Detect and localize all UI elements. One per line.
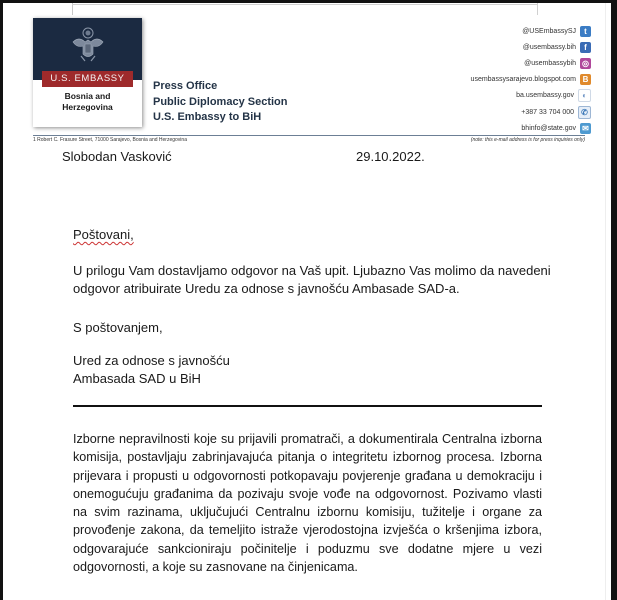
greeting-text: Poštovani, bbox=[73, 227, 134, 242]
greeting bbox=[73, 227, 134, 242]
contact-email bbox=[471, 120, 591, 136]
globe-icon: ◐ bbox=[578, 89, 591, 102]
logo-subtitle bbox=[33, 91, 142, 113]
contact-text: usembassysarajevo.blogspot.com bbox=[470, 76, 576, 84]
crop-mark bbox=[537, 3, 538, 15]
signature-line: Ured za odnose s javnošću bbox=[73, 353, 230, 368]
contact-text: ba.usembassy.gov bbox=[516, 92, 574, 100]
great-seal-icon bbox=[69, 26, 107, 64]
intro-paragraph: U prilogu Vam dostavljamo odgovor na Vaš upit. Ljubazno Vas molimo da navedeni odgovor atribuirate Uredu za odnose s javnošću Ambasade SAD-a. bbox=[73, 263, 551, 296]
embassy-logo bbox=[33, 18, 142, 127]
letter-date: 29.10.2022. bbox=[356, 149, 425, 164]
header-rule bbox=[33, 135, 585, 136]
contact-instagram bbox=[471, 55, 591, 71]
contact-text: @USEmbassySJ bbox=[522, 27, 576, 35]
margin-guide bbox=[72, 4, 537, 5]
contact-twitter bbox=[471, 23, 591, 39]
logo-band: U.S. EMBASSY bbox=[42, 71, 133, 87]
office-line: Press Office bbox=[153, 80, 218, 92]
contact-text: +387 33 704 000 bbox=[521, 108, 574, 116]
section-divider bbox=[73, 405, 542, 407]
instagram-icon: ◎ bbox=[580, 58, 591, 69]
facebook-icon: f bbox=[580, 42, 591, 53]
office-line: U.S. Embassy to BiH bbox=[153, 111, 262, 123]
office-block bbox=[153, 79, 287, 126]
signature-line: Ambasada SAD u BiH bbox=[73, 371, 201, 386]
phone-icon: ✆ bbox=[578, 106, 591, 119]
document-page bbox=[3, 3, 611, 600]
contact-text: @usembassybih bbox=[524, 59, 576, 67]
margin-guide bbox=[605, 3, 606, 600]
email-note: (note: this e-mail address is for press inquiries only) bbox=[470, 137, 585, 143]
signature bbox=[73, 352, 230, 388]
blogger-icon: B bbox=[580, 74, 591, 85]
contact-phone bbox=[471, 104, 591, 120]
embassy-address: 1 Robert C. Frasure Street, 71000 Sarajevo, Bosnia and Herzegovina bbox=[33, 137, 187, 143]
logo-subtitle-line: Herzegovina bbox=[62, 102, 113, 112]
logo-subtitle-line: Bosnia and bbox=[64, 91, 111, 101]
contact-facebook bbox=[471, 39, 591, 55]
contact-website bbox=[471, 88, 591, 104]
contact-list bbox=[471, 23, 591, 136]
contact-text: @usembassy.bih bbox=[522, 43, 576, 51]
contact-blog bbox=[471, 72, 591, 88]
statement-paragraph: Izborne nepravilnosti koje su prijavili promatrači, a dokumentirala Centralna izborna komisija, postavljaju zabrinjavajuća pitanja o integritetu izbornog procesa. Izborna prijevara i propusti u odgovornosti potkopavaju povjerenje građana u demokraciju i onemogućuju građanima da pozivaju svoje vođe na odgovornost. Pozivamo vlasti na svim razinama, uključujući Centralnu izbornu komisiju, tužitelje i organe za provođenje zakona, da temeljito istraže vjerodostojna izvješća o kršenjima izbora, odgovarajuće sankcioniraju počinitelje i poduzmu sve dodatne mjere u vezi odgovornosti, a koje su zasnovane na činjenicama. bbox=[73, 432, 542, 575]
contact-text: bhinfo@state.gov bbox=[521, 124, 576, 132]
email-icon: ✉ bbox=[580, 123, 591, 134]
recipient-name: Slobodan Vasković bbox=[62, 149, 172, 164]
twitter-icon: t bbox=[580, 26, 591, 37]
closing: S poštovanjem, bbox=[73, 320, 163, 335]
office-line: Public Diplomacy Section bbox=[153, 95, 288, 108]
